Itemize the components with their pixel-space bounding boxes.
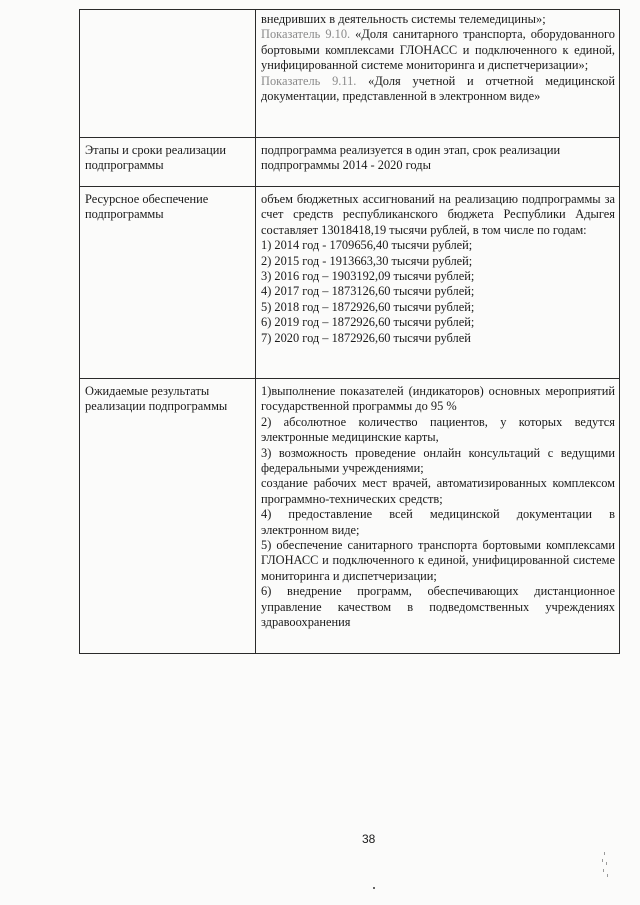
resources-label: Ресурсное обеспечение подпрограммы	[80, 187, 256, 379]
expected-result-item: 1)выполнение показателей (индикаторов) основных мероприятий государственной программы до 95 %	[261, 384, 615, 414]
funding-year-item: 7) 2020 год – 1872926,60 тысячи рублей	[261, 330, 471, 345]
indicator-item	[261, 74, 615, 105]
table-row	[80, 187, 620, 379]
stages-text: подпрограмма реализуется в один этап, срок реализации подпрограммы 2014 - 2020 годы	[256, 138, 620, 187]
table-row	[80, 138, 620, 187]
table-row	[80, 379, 620, 654]
funding-year-item: 5) 2018 год – 1872926,60 тысячи рублей;	[261, 299, 475, 314]
expected-result-item: 6) внедрение программ, обеспечивающих дистанционное управление качеством в подведомственных учреждениях здравоохранения	[261, 584, 615, 630]
expected-result-item: создание рабочих мест врачей, автоматизированных комплексом программно-технических средств;	[261, 476, 615, 506]
indicator-item	[261, 27, 615, 73]
table-row	[80, 10, 620, 138]
funding-year-item: 4) 2017 год – 1873126,60 тысячи рублей;	[261, 284, 475, 299]
resources-cell	[256, 187, 620, 379]
indicators-cell	[256, 10, 620, 138]
empty-label-cell	[80, 10, 256, 138]
indicator-line: внедривших в деятельность системы телемедицины»;	[261, 12, 546, 26]
expected-result-item: 2) абсолютное количество пациентов, у которых ведутся электронные медицинские карты,	[261, 414, 615, 445]
scan-artifact	[600, 852, 610, 878]
funding-year-item: 6) 2019 год – 1872926,60 тысячи рублей;	[261, 315, 475, 330]
page-number: 38	[362, 832, 376, 846]
expected-label: Ожидаемые результаты реализации подпрограммы	[80, 379, 256, 654]
funding-year-item: 2) 2015 год - 1913663,30 тысячи рублей;	[261, 253, 473, 268]
expected-result-item: 3) возможность проведение онлайн консультаций с ведущими федеральными учреждениями;	[261, 445, 615, 476]
indicator-label: Показатель 9.11.	[261, 73, 357, 88]
expected-results-list	[261, 384, 615, 631]
funding-year-item: 3) 2016 год – 1903192,09 тысячи рублей;	[261, 269, 475, 284]
indicator-text: «Доля учетной и отчетной медицинской документации, представленной в электронном виде»	[261, 73, 615, 104]
indicator-text: «Доля санитарного транспорта, оборудованного бортовыми комплексами ГЛОНАСС и подключенного к единой, унифицированной системе мониторинга и диспетчеризации»;	[261, 27, 615, 73]
funding-years-list	[261, 238, 615, 346]
expected-result-item: 4) предоставление всей медицинской документации в электронном виде;	[261, 507, 615, 537]
passport-table	[79, 9, 620, 654]
indicator-label: Показатель 9.10.	[261, 27, 351, 42]
expected-result-item: 5) обеспечение санитарного транспорта бортовыми комплексами ГЛОНАСС и подключенного к единой, унифицированной системе мониторинга и диспетчеризации;	[261, 538, 615, 583]
funding-year-item: 1) 2014 год - 1709656,40 тысячи рублей;	[261, 238, 473, 253]
scan-speck	[373, 887, 375, 889]
resources-intro: объем бюджетных ассигнований на реализацию подпрограммы за счет средств республиканского бюджета Республики Адыгея составляет 13018418,19 тысячи рублей, в том числе по годам:	[261, 192, 615, 237]
expected-cell	[256, 379, 620, 654]
stages-label: Этапы и сроки реализации подпрограммы	[80, 138, 256, 187]
